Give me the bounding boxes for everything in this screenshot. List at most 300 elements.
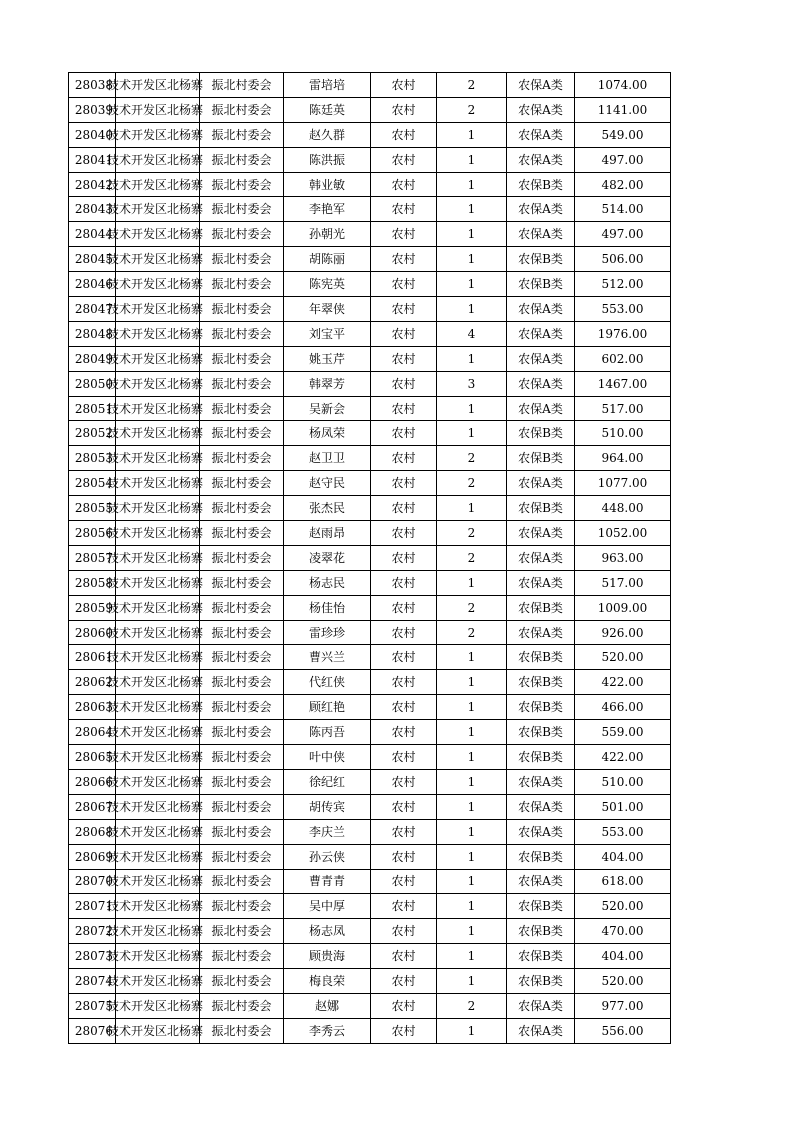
person-name-cell: 曹兴兰 xyxy=(284,645,371,670)
address-text: 技术开发区北杨寨 xyxy=(107,824,204,839)
record-id-cell: 28057 xyxy=(69,545,116,570)
record-id-cell: 28069 xyxy=(69,844,116,869)
record-id-cell: 28041 xyxy=(69,147,116,172)
amount-cell: 466.00 xyxy=(575,695,671,720)
member-count-cell: 1 xyxy=(437,496,507,521)
member-count-cell: 1 xyxy=(437,197,507,222)
address-text: 技术开发区北杨寨 xyxy=(107,924,204,939)
household-type-cell: 农村 xyxy=(371,122,437,147)
address-text: 技术开发区北杨寨 xyxy=(107,426,204,441)
insurance-category-cell: 农保A类 xyxy=(507,73,575,98)
member-count-cell: 3 xyxy=(437,371,507,396)
address-cell xyxy=(107,745,204,770)
address-text: 技术开发区北杨寨 xyxy=(107,725,204,740)
committee-cell: 振北村委会 xyxy=(200,521,284,546)
person-name-cell: 杨志民 xyxy=(284,570,371,595)
committee-cell: 振北村委会 xyxy=(200,695,284,720)
household-type-cell: 农村 xyxy=(371,894,437,919)
table-row xyxy=(69,894,671,919)
record-id-cell: 28051 xyxy=(69,396,116,421)
address-cell xyxy=(107,570,204,595)
record-id-cell: 28060 xyxy=(69,620,116,645)
member-count-cell: 1 xyxy=(437,1018,507,1043)
household-type-cell: 农村 xyxy=(371,1018,437,1043)
household-type-cell: 农村 xyxy=(371,794,437,819)
member-count-cell: 2 xyxy=(437,73,507,98)
address-text: 技术开发区北杨寨 xyxy=(107,600,204,615)
address-text: 技术开发区北杨寨 xyxy=(107,1023,204,1038)
address-text: 技术开发区北杨寨 xyxy=(107,252,204,267)
record-id-cell: 28043 xyxy=(69,197,116,222)
committee-cell: 振北村委会 xyxy=(200,720,284,745)
address-text: 技术开发区北杨寨 xyxy=(107,326,204,341)
amount-cell: 506.00 xyxy=(575,247,671,272)
roster-body xyxy=(69,73,671,1044)
person-name-cell: 顾红艳 xyxy=(284,695,371,720)
person-name-cell: 杨志凤 xyxy=(284,919,371,944)
person-name-cell: 叶中侠 xyxy=(284,745,371,770)
table-row xyxy=(69,471,671,496)
household-type-cell: 农村 xyxy=(371,97,437,122)
table-row xyxy=(69,869,671,894)
address-cell xyxy=(107,197,204,222)
household-type-cell: 农村 xyxy=(371,620,437,645)
record-id-cell: 28052 xyxy=(69,421,116,446)
table-row xyxy=(69,720,671,745)
person-name-cell: 代红侠 xyxy=(284,670,371,695)
household-type-cell: 农村 xyxy=(371,595,437,620)
address-text: 技术开发区北杨寨 xyxy=(107,277,204,292)
address-cell xyxy=(107,670,204,695)
table-row xyxy=(69,73,671,98)
address-cell xyxy=(107,894,204,919)
member-count-cell: 1 xyxy=(437,346,507,371)
committee-cell: 振北村委会 xyxy=(200,645,284,670)
member-count-cell: 1 xyxy=(437,570,507,595)
address-cell xyxy=(107,794,204,819)
insurance-category-cell: 农保A类 xyxy=(507,371,575,396)
address-text: 技术开发区北杨寨 xyxy=(107,774,204,789)
address-text: 技术开发区北杨寨 xyxy=(107,874,204,889)
table-row xyxy=(69,371,671,396)
amount-cell: 926.00 xyxy=(575,620,671,645)
committee-cell: 振北村委会 xyxy=(200,670,284,695)
address-text: 技术开发区北杨寨 xyxy=(107,202,204,217)
member-count-cell: 1 xyxy=(437,396,507,421)
person-name-cell: 陈洪振 xyxy=(284,147,371,172)
address-cell xyxy=(107,471,204,496)
person-name-cell: 年翠侠 xyxy=(284,297,371,322)
address-text: 技术开发区北杨寨 xyxy=(107,301,204,316)
insurance-category-cell: 农保A类 xyxy=(507,222,575,247)
committee-cell: 振北村委会 xyxy=(200,297,284,322)
insurance-category-cell: 农保A类 xyxy=(507,321,575,346)
address-cell xyxy=(107,944,204,969)
household-type-cell: 农村 xyxy=(371,570,437,595)
record-id-cell: 28068 xyxy=(69,819,116,844)
address-cell xyxy=(107,695,204,720)
household-type-cell: 农村 xyxy=(371,446,437,471)
amount-cell: 1074.00 xyxy=(575,73,671,98)
address-cell xyxy=(107,222,204,247)
household-type-cell: 农村 xyxy=(371,297,437,322)
record-id-cell: 28053 xyxy=(69,446,116,471)
committee-cell: 振北村委会 xyxy=(200,73,284,98)
committee-cell: 振北村委会 xyxy=(200,745,284,770)
committee-cell: 振北村委会 xyxy=(200,769,284,794)
record-id-cell: 28075 xyxy=(69,993,116,1018)
amount-cell: 1009.00 xyxy=(575,595,671,620)
insurance-category-cell: 农保A类 xyxy=(507,819,575,844)
insurance-category-cell: 农保B类 xyxy=(507,944,575,969)
address-text: 技术开发区北杨寨 xyxy=(107,974,204,988)
committee-cell: 振北村委会 xyxy=(200,496,284,521)
address-text: 技术开发区北杨寨 xyxy=(107,376,204,391)
committee-cell: 振北村委会 xyxy=(200,321,284,346)
member-count-cell: 1 xyxy=(437,969,507,994)
member-count-cell: 1 xyxy=(437,794,507,819)
table-row xyxy=(69,595,671,620)
person-name-cell: 吴中厚 xyxy=(284,894,371,919)
insurance-category-cell: 农保B类 xyxy=(507,645,575,670)
member-count-cell: 4 xyxy=(437,321,507,346)
record-id-cell: 28061 xyxy=(69,645,116,670)
table-row xyxy=(69,222,671,247)
amount-cell: 559.00 xyxy=(575,720,671,745)
member-count-cell: 1 xyxy=(437,645,507,670)
address-text: 技术开发区北杨寨 xyxy=(107,102,204,117)
member-count-cell: 1 xyxy=(437,745,507,770)
record-id-cell: 28055 xyxy=(69,496,116,521)
address-text: 技术开发区北杨寨 xyxy=(107,152,204,167)
household-type-cell: 农村 xyxy=(371,670,437,695)
committee-cell: 振北村委会 xyxy=(200,247,284,272)
address-cell xyxy=(107,993,204,1018)
amount-cell: 404.00 xyxy=(575,844,671,869)
table-row xyxy=(69,496,671,521)
committee-cell: 振北村委会 xyxy=(200,421,284,446)
committee-cell: 振北村委会 xyxy=(200,595,284,620)
household-type-cell: 农村 xyxy=(371,496,437,521)
household-type-cell: 农村 xyxy=(371,720,437,745)
address-text: 技术开发区北杨寨 xyxy=(107,177,204,192)
record-id-cell: 28062 xyxy=(69,670,116,695)
record-id-cell: 28076 xyxy=(69,1018,116,1043)
address-cell xyxy=(107,620,204,645)
amount-cell: 517.00 xyxy=(575,570,671,595)
household-type-cell: 农村 xyxy=(371,172,437,197)
person-name-cell: 陈廷英 xyxy=(284,97,371,122)
member-count-cell: 2 xyxy=(437,595,507,620)
household-type-cell: 农村 xyxy=(371,371,437,396)
person-name-cell: 杨佳怡 xyxy=(284,595,371,620)
household-type-cell: 农村 xyxy=(371,695,437,720)
person-name-cell: 吴新会 xyxy=(284,396,371,421)
table-row xyxy=(69,421,671,446)
table-row xyxy=(69,122,671,147)
person-name-cell: 雷珍珍 xyxy=(284,620,371,645)
person-name-cell: 陈丙吾 xyxy=(284,720,371,745)
address-cell xyxy=(107,396,204,421)
address-cell xyxy=(107,521,204,546)
address-cell xyxy=(107,272,204,297)
record-id-cell: 28047 xyxy=(69,297,116,322)
table-row xyxy=(69,670,671,695)
amount-cell: 977.00 xyxy=(575,993,671,1018)
record-id-cell: 28049 xyxy=(69,346,116,371)
address-text: 技术开发区北杨寨 xyxy=(107,351,204,366)
insurance-category-cell: 农保B类 xyxy=(507,745,575,770)
table-row xyxy=(69,620,671,645)
table-row xyxy=(69,769,671,794)
household-type-cell: 农村 xyxy=(371,819,437,844)
committee-cell: 振北村委会 xyxy=(200,1018,284,1043)
record-id-cell: 28073 xyxy=(69,944,116,969)
address-cell xyxy=(107,172,204,197)
table-row xyxy=(69,993,671,1018)
record-id-cell: 28067 xyxy=(69,794,116,819)
person-name-cell: 赵卫卫 xyxy=(284,446,371,471)
person-name-cell: 凌翠花 xyxy=(284,545,371,570)
household-type-cell: 农村 xyxy=(371,545,437,570)
table-row xyxy=(69,1018,671,1043)
record-id-cell: 28054 xyxy=(69,471,116,496)
amount-cell: 482.00 xyxy=(575,172,671,197)
address-cell xyxy=(107,496,204,521)
amount-cell: 514.00 xyxy=(575,197,671,222)
address-text: 技术开发区北杨寨 xyxy=(107,799,204,814)
household-type-cell: 农村 xyxy=(371,197,437,222)
amount-cell: 517.00 xyxy=(575,396,671,421)
household-type-cell: 农村 xyxy=(371,769,437,794)
table-row xyxy=(69,97,671,122)
address-cell xyxy=(107,446,204,471)
member-count-cell: 1 xyxy=(437,695,507,720)
household-type-cell: 农村 xyxy=(371,969,437,994)
address-cell xyxy=(107,919,204,944)
table-row xyxy=(69,197,671,222)
address-text: 技术开发区北杨寨 xyxy=(107,998,204,1013)
table-row xyxy=(69,446,671,471)
table-row xyxy=(69,794,671,819)
household-type-cell: 农村 xyxy=(371,645,437,670)
insurance-category-cell: 农保A类 xyxy=(507,570,575,595)
record-id-cell: 28071 xyxy=(69,894,116,919)
table-row xyxy=(69,396,671,421)
person-name-cell: 刘宝平 xyxy=(284,321,371,346)
table-row xyxy=(69,969,671,994)
address-text: 技术开发区北杨寨 xyxy=(107,451,204,466)
address-cell xyxy=(107,1018,204,1043)
address-text: 技术开发区北杨寨 xyxy=(107,700,204,715)
insurance-category-cell: 农保B类 xyxy=(507,670,575,695)
amount-cell: 497.00 xyxy=(575,222,671,247)
insurance-category-cell: 农保A类 xyxy=(507,471,575,496)
amount-cell: 964.00 xyxy=(575,446,671,471)
member-count-cell: 1 xyxy=(437,297,507,322)
household-type-cell: 农村 xyxy=(371,471,437,496)
address-cell xyxy=(107,321,204,346)
insurance-category-cell: 农保A类 xyxy=(507,794,575,819)
record-id-cell: 28063 xyxy=(69,695,116,720)
amount-cell: 1052.00 xyxy=(575,521,671,546)
committee-cell: 振北村委会 xyxy=(200,919,284,944)
address-text: 技术开发区北杨寨 xyxy=(107,949,204,964)
household-type-cell: 农村 xyxy=(371,272,437,297)
amount-cell: 1467.00 xyxy=(575,371,671,396)
amount-cell: 553.00 xyxy=(575,819,671,844)
person-name-cell: 姚玉芹 xyxy=(284,346,371,371)
committee-cell: 振北村委会 xyxy=(200,97,284,122)
person-name-cell: 徐纪红 xyxy=(284,769,371,794)
person-name-cell: 李艳军 xyxy=(284,197,371,222)
person-name-cell: 赵雨昂 xyxy=(284,521,371,546)
record-id-cell: 28039 xyxy=(69,97,116,122)
amount-cell: 497.00 xyxy=(575,147,671,172)
record-id-cell: 28072 xyxy=(69,919,116,944)
table-row xyxy=(69,272,671,297)
record-id-cell: 28070 xyxy=(69,869,116,894)
committee-cell: 振北村委会 xyxy=(200,371,284,396)
amount-cell: 963.00 xyxy=(575,545,671,570)
benefit-roster-sheet xyxy=(68,72,671,1044)
address-cell xyxy=(107,545,204,570)
record-id-cell: 28074 xyxy=(69,969,116,994)
member-count-cell: 2 xyxy=(437,97,507,122)
insurance-category-cell: 农保A类 xyxy=(507,620,575,645)
person-name-cell: 孙云侠 xyxy=(284,844,371,869)
address-text: 技术开发区北杨寨 xyxy=(107,575,204,590)
member-count-cell: 1 xyxy=(437,670,507,695)
insurance-category-cell: 农保B类 xyxy=(507,969,575,994)
person-name-cell: 韩翠芳 xyxy=(284,371,371,396)
member-count-cell: 1 xyxy=(437,147,507,172)
committee-cell: 振北村委会 xyxy=(200,819,284,844)
record-id-cell: 28044 xyxy=(69,222,116,247)
household-type-cell: 农村 xyxy=(371,346,437,371)
committee-cell: 振北村委会 xyxy=(200,122,284,147)
person-name-cell: 杨凤荣 xyxy=(284,421,371,446)
table-row xyxy=(69,570,671,595)
table-row xyxy=(69,346,671,371)
address-text: 技术开发区北杨寨 xyxy=(107,675,204,690)
address-cell xyxy=(107,819,204,844)
person-name-cell: 李秀云 xyxy=(284,1018,371,1043)
committee-cell: 振北村委会 xyxy=(200,446,284,471)
person-name-cell: 顾贵海 xyxy=(284,944,371,969)
insurance-category-cell: 农保B类 xyxy=(507,272,575,297)
person-name-cell: 胡传宾 xyxy=(284,794,371,819)
record-id-cell: 28046 xyxy=(69,272,116,297)
address-cell xyxy=(107,73,204,98)
committee-cell: 振北村委会 xyxy=(200,396,284,421)
committee-cell: 振北村委会 xyxy=(200,147,284,172)
address-cell xyxy=(107,371,204,396)
household-type-cell: 农村 xyxy=(371,844,437,869)
amount-cell: 1077.00 xyxy=(575,471,671,496)
committee-cell: 振北村委会 xyxy=(200,545,284,570)
record-id-cell: 28064 xyxy=(69,720,116,745)
committee-cell: 振北村委会 xyxy=(200,944,284,969)
member-count-cell: 2 xyxy=(437,545,507,570)
insurance-category-cell: 农保A类 xyxy=(507,769,575,794)
address-text: 技术开发区北杨寨 xyxy=(107,625,204,640)
committee-cell: 振北村委会 xyxy=(200,894,284,919)
household-type-cell: 农村 xyxy=(371,521,437,546)
committee-cell: 振北村委会 xyxy=(200,272,284,297)
insurance-category-cell: 农保B类 xyxy=(507,844,575,869)
member-count-cell: 1 xyxy=(437,819,507,844)
insurance-category-cell: 农保A类 xyxy=(507,122,575,147)
insurance-category-cell: 农保A类 xyxy=(507,521,575,546)
amount-cell: 510.00 xyxy=(575,421,671,446)
insurance-category-cell: 农保A类 xyxy=(507,396,575,421)
member-count-cell: 1 xyxy=(437,919,507,944)
address-text: 技术开发区北杨寨 xyxy=(107,77,204,92)
amount-cell: 553.00 xyxy=(575,297,671,322)
address-cell xyxy=(107,969,204,994)
table-row xyxy=(69,695,671,720)
member-count-cell: 2 xyxy=(437,446,507,471)
member-count-cell: 1 xyxy=(437,944,507,969)
insurance-category-cell: 农保B类 xyxy=(507,695,575,720)
insurance-category-cell: 农保A类 xyxy=(507,97,575,122)
member-count-cell: 1 xyxy=(437,222,507,247)
address-text: 技术开发区北杨寨 xyxy=(107,849,204,864)
record-id-cell: 28048 xyxy=(69,321,116,346)
person-name-cell: 赵守民 xyxy=(284,471,371,496)
address-text: 技术开发区北杨寨 xyxy=(107,501,204,516)
address-cell xyxy=(107,247,204,272)
insurance-category-cell: 农保A类 xyxy=(507,869,575,894)
amount-cell: 512.00 xyxy=(575,272,671,297)
address-cell xyxy=(107,297,204,322)
table-row xyxy=(69,919,671,944)
address-cell xyxy=(107,147,204,172)
address-text: 技术开发区北杨寨 xyxy=(107,227,204,242)
household-type-cell: 农村 xyxy=(371,222,437,247)
household-type-cell: 农村 xyxy=(371,396,437,421)
amount-cell: 501.00 xyxy=(575,794,671,819)
address-cell xyxy=(107,595,204,620)
address-text: 技术开发区北杨寨 xyxy=(107,476,204,491)
record-id-cell: 28050 xyxy=(69,371,116,396)
person-name-cell: 赵娜 xyxy=(284,993,371,1018)
member-count-cell: 1 xyxy=(437,122,507,147)
insurance-category-cell: 农保B类 xyxy=(507,595,575,620)
insurance-category-cell: 农保A类 xyxy=(507,993,575,1018)
amount-cell: 549.00 xyxy=(575,122,671,147)
committee-cell: 振北村委会 xyxy=(200,993,284,1018)
member-count-cell: 1 xyxy=(437,247,507,272)
person-name-cell: 曹青青 xyxy=(284,869,371,894)
address-text: 技术开发区北杨寨 xyxy=(107,525,204,540)
household-type-cell: 农村 xyxy=(371,147,437,172)
table-row xyxy=(69,645,671,670)
amount-cell: 422.00 xyxy=(575,745,671,770)
household-type-cell: 农村 xyxy=(371,421,437,446)
household-type-cell: 农村 xyxy=(371,73,437,98)
address-cell xyxy=(107,844,204,869)
committee-cell: 振北村委会 xyxy=(200,794,284,819)
person-name-cell: 赵久群 xyxy=(284,122,371,147)
amount-cell: 520.00 xyxy=(575,894,671,919)
address-text: 技术开发区北杨寨 xyxy=(107,401,204,416)
member-count-cell: 2 xyxy=(437,620,507,645)
amount-cell: 510.00 xyxy=(575,769,671,794)
record-id-cell: 28065 xyxy=(69,745,116,770)
member-count-cell: 1 xyxy=(437,172,507,197)
